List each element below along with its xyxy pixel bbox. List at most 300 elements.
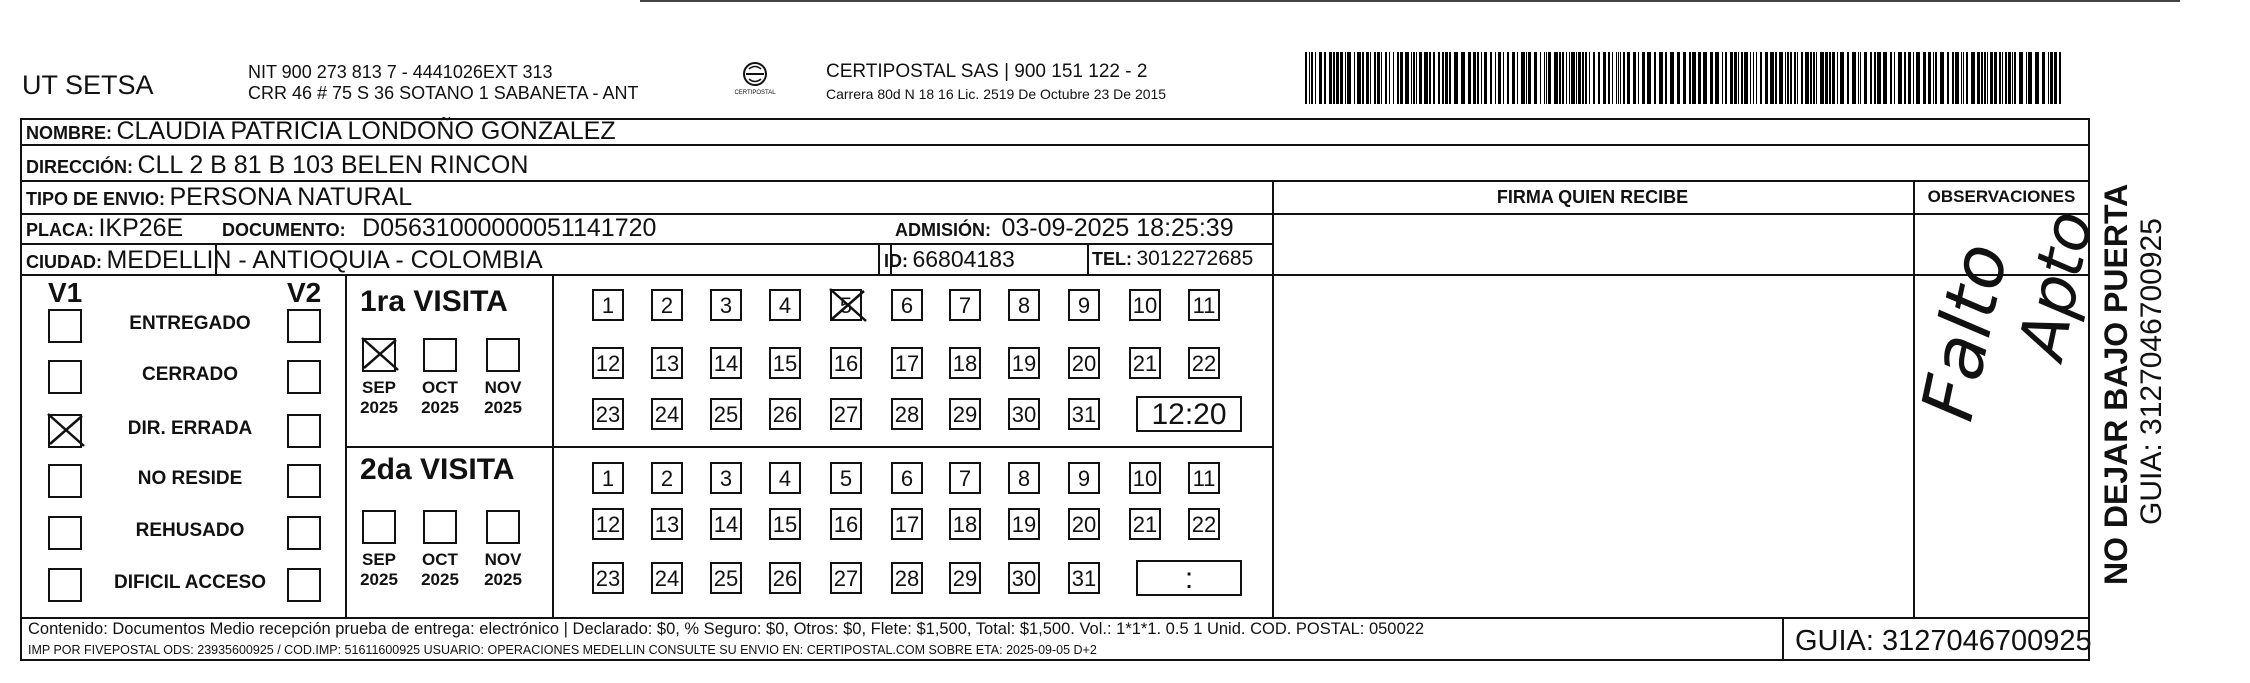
day-box[interactable]: 1 bbox=[592, 462, 624, 494]
barcode-bar bbox=[1703, 52, 1707, 104]
month-checkbox[interactable] bbox=[362, 338, 396, 372]
ciudad-label: CIUDAD: bbox=[26, 252, 102, 272]
month-caption bbox=[352, 378, 406, 418]
ciudad-value: MEDELLIN - ANTIOQUIA - COLOMBIA bbox=[106, 246, 543, 274]
barcode-bar bbox=[1540, 52, 1541, 104]
day-box[interactable]: 3 bbox=[710, 462, 742, 494]
nombre-row bbox=[26, 117, 616, 146]
barcode-bar bbox=[2042, 52, 2045, 104]
barcode-bar bbox=[1816, 52, 1817, 104]
v2-checkbox[interactable] bbox=[287, 464, 321, 498]
barcode-bar bbox=[1963, 52, 1964, 104]
day-box[interactable]: 4 bbox=[769, 289, 801, 321]
month-label: SEP bbox=[361, 378, 397, 397]
barcode-bar bbox=[1883, 52, 1887, 104]
status-label: NO RESIDE bbox=[137, 468, 243, 489]
barcode-bar bbox=[1890, 52, 1892, 104]
barcode-bar bbox=[1546, 52, 1547, 104]
day-box[interactable]: 2 bbox=[651, 462, 683, 494]
barcode-bar bbox=[1677, 52, 1680, 104]
day-box[interactable]: 6 bbox=[891, 289, 923, 321]
barcode-bar bbox=[1336, 52, 1339, 104]
v2-checkbox[interactable] bbox=[287, 414, 321, 448]
day-box[interactable]: 27 bbox=[830, 562, 862, 594]
day-box[interactable]: 4 bbox=[769, 462, 801, 494]
certipostal-line: CERTIPOSTAL SAS | 900 151 122 - 2 bbox=[826, 61, 1148, 82]
month-label: NOV bbox=[484, 550, 522, 569]
barcode-bar bbox=[1526, 52, 1527, 104]
barcode-bar bbox=[1990, 52, 1993, 104]
barcode-bar bbox=[1389, 52, 1390, 104]
day-box[interactable]: 19 bbox=[1008, 508, 1040, 540]
side-guia: GUIA: 3127046700925 bbox=[2135, 218, 2168, 525]
barcode-bar bbox=[2012, 52, 2013, 104]
id-cell bbox=[884, 246, 1015, 273]
barcode-bar bbox=[1424, 52, 1428, 104]
month-label: NOV bbox=[484, 378, 522, 397]
month-caption bbox=[352, 550, 406, 590]
barcode-bar bbox=[1730, 52, 1733, 104]
barcode-bar bbox=[1722, 52, 1723, 104]
day-box[interactable]: 5 bbox=[830, 462, 862, 494]
barcode-bar bbox=[1481, 52, 1482, 104]
barcode-bar bbox=[1633, 52, 1636, 104]
barcode-bar bbox=[1612, 52, 1613, 104]
day-box[interactable]: 14 bbox=[710, 347, 742, 379]
barcode-bar bbox=[1860, 52, 1861, 104]
barcode-bar bbox=[1715, 52, 1719, 104]
barcode-bar bbox=[2008, 52, 2011, 104]
barcode-bar bbox=[1468, 52, 1471, 104]
barcode-bar bbox=[2050, 52, 2053, 104]
barcode-bar bbox=[1357, 52, 1361, 104]
barcode-bar bbox=[1840, 52, 1844, 104]
month-label: OCT bbox=[422, 378, 458, 397]
day-box[interactable]: 15 bbox=[769, 508, 801, 540]
barcode-bar bbox=[1923, 52, 1926, 104]
time-box[interactable]: : bbox=[1136, 560, 1242, 596]
day-box[interactable]: 24 bbox=[651, 398, 683, 430]
footer-imp: IMP POR FIVEPOSTAL ODS: 23935600925 / COD.IMP: 51611600925 USUARIO: OPERACIONES MEDELLIN CONSULTE SU ENVIO EN: CERTIPOSTAL.COM SOBRE ETA: 2025-09-05 D+2 bbox=[28, 643, 1097, 657]
barcode-bar bbox=[1324, 52, 1326, 104]
firma-header: FIRMA QUIEN RECIBE bbox=[1496, 187, 1689, 207]
year-label: 2025 bbox=[360, 570, 398, 589]
barcode-bar bbox=[1692, 52, 1696, 104]
status-label: CERRADO bbox=[141, 364, 239, 385]
barcode-bar bbox=[1477, 52, 1479, 104]
barcode-bar bbox=[1582, 52, 1584, 104]
day-box[interactable]: 25 bbox=[710, 562, 742, 594]
certipostal-logo-icon bbox=[725, 58, 785, 103]
month-checkbox[interactable] bbox=[423, 338, 457, 372]
barcode-bar bbox=[1787, 52, 1789, 104]
day-box[interactable]: 21 bbox=[1129, 508, 1161, 540]
barcode-bar bbox=[1770, 52, 1774, 104]
barcode-bar bbox=[1490, 52, 1492, 104]
barcode-bar bbox=[1454, 52, 1458, 104]
day-box[interactable]: 17 bbox=[891, 508, 923, 540]
barcode-bar bbox=[1623, 52, 1625, 104]
barcode-bar bbox=[1904, 52, 1906, 104]
barcode-bar bbox=[1999, 52, 2001, 104]
admision-cell bbox=[895, 214, 1234, 243]
barcode-bar bbox=[1438, 52, 1440, 104]
barcode-bar bbox=[1940, 52, 1944, 104]
barcode-bar bbox=[1309, 52, 1310, 104]
barcode-bar bbox=[2054, 52, 2057, 104]
barcode-bar bbox=[1498, 52, 1501, 104]
barcode-bar bbox=[1698, 52, 1701, 104]
direccion-value: CLL 2 B 81 B 103 BELEN RINCON bbox=[137, 151, 529, 179]
day-box[interactable]: 6 bbox=[891, 462, 923, 494]
barcode-bar bbox=[1512, 52, 1515, 104]
status-label: REHUSADO bbox=[135, 520, 245, 541]
barcode-bar bbox=[1683, 52, 1686, 104]
day-box[interactable]: 21 bbox=[1129, 347, 1161, 379]
barcode-bar bbox=[2026, 52, 2027, 104]
id-value: 66804183 bbox=[912, 246, 1015, 272]
day-box[interactable]: 10 bbox=[1129, 462, 1161, 494]
day-box[interactable]: 26 bbox=[769, 398, 801, 430]
barcode-bar bbox=[1913, 52, 1914, 104]
barcode-bar bbox=[1734, 52, 1737, 104]
month-checkbox[interactable] bbox=[423, 510, 457, 544]
day-box[interactable]: 7 bbox=[949, 462, 981, 494]
day-box[interactable]: 17 bbox=[891, 347, 923, 379]
month-caption bbox=[413, 550, 467, 590]
barcode-bar bbox=[1916, 52, 1920, 104]
day-box[interactable]: 30 bbox=[1008, 562, 1040, 594]
barcode-bar bbox=[1966, 52, 1968, 104]
admision-label: ADMISIÓN: bbox=[895, 220, 991, 240]
barcode-bar bbox=[1598, 52, 1600, 104]
address-line: CRR 46 # 75 S 36 SOTANO 1 SABANETA - ANT bbox=[248, 83, 639, 103]
barcode-bar bbox=[1473, 52, 1476, 104]
barcode-bar bbox=[1366, 52, 1369, 104]
barcode-bar bbox=[1578, 52, 1581, 104]
day-box[interactable]: 22 bbox=[1188, 508, 1220, 540]
barcode-bar bbox=[1785, 52, 1786, 104]
barcode-bar bbox=[1381, 52, 1382, 104]
placa-value: IKP26E bbox=[98, 214, 184, 242]
day-box[interactable]: 25 bbox=[710, 398, 742, 430]
barcode-bar bbox=[1756, 52, 1757, 104]
day-box[interactable]: 10 bbox=[1129, 289, 1161, 321]
day-box[interactable]: 14 bbox=[710, 508, 742, 540]
day-box[interactable]: 8 bbox=[1008, 462, 1040, 494]
barcode-bar bbox=[1987, 52, 1988, 104]
barcode-bar bbox=[1825, 52, 1828, 104]
barcode-bar bbox=[1955, 52, 1959, 104]
barcode-bar bbox=[1952, 52, 1954, 104]
barcode-bar bbox=[1503, 52, 1504, 104]
barcode-bar bbox=[1329, 52, 1332, 104]
documento-value: D05631000000051141720 bbox=[362, 214, 657, 242]
day-number: 5 bbox=[839, 293, 853, 318]
barcode-bar bbox=[1517, 52, 1518, 104]
barcode-bar bbox=[2059, 52, 2061, 104]
year-label: 2025 bbox=[360, 398, 398, 417]
barcode-bar bbox=[1593, 52, 1595, 104]
footer-contenido: Contenido: Documentos Medio recepción prueba de entrega: electrónico | Declarado: $0, % Seguro: $0, Otros: $0, Flete: $1,500, Total: $1,500. Vol.: 1*1*1. 0.5 1 Unid. COD. POSTAL: 050022 bbox=[28, 620, 1425, 638]
placa-label: PLACA: bbox=[26, 220, 94, 240]
barcode-bar bbox=[1413, 52, 1415, 104]
check-mark-icon bbox=[44, 410, 90, 450]
barcode-bar bbox=[1760, 52, 1762, 104]
license-line: Carrera 80d N 18 16 Lic. 2519 De Octubre 23 De 2015 bbox=[826, 86, 1167, 102]
barcode-bar bbox=[1559, 52, 1561, 104]
barcode-bar bbox=[1794, 52, 1796, 104]
signature-area[interactable] bbox=[1274, 215, 1911, 615]
barcode-bar bbox=[1589, 52, 1590, 104]
barcode-bar bbox=[1829, 52, 1831, 104]
barcode-bar bbox=[2048, 52, 2049, 104]
status-label: ENTREGADO bbox=[129, 313, 251, 334]
day-box[interactable]: 18 bbox=[949, 508, 981, 540]
barcode-bar bbox=[1618, 52, 1619, 104]
barcode-bar bbox=[1779, 52, 1783, 104]
side-warning: NO DEJAR BAJO PUERTA bbox=[2098, 183, 2134, 585]
barcode-bar bbox=[1554, 52, 1558, 104]
barcode-bar bbox=[1311, 52, 1313, 104]
barcode-bar bbox=[1544, 52, 1545, 104]
barcode-bar bbox=[1765, 52, 1768, 104]
barcode-bar bbox=[1616, 52, 1617, 104]
v1-checkbox[interactable] bbox=[48, 568, 82, 602]
barcode-bar bbox=[1433, 52, 1435, 104]
day-box[interactable]: 8 bbox=[1008, 289, 1040, 321]
barcode-bar bbox=[1642, 52, 1645, 104]
day-box[interactable]: 28 bbox=[891, 398, 923, 430]
day-box[interactable]: 11 bbox=[1188, 462, 1220, 494]
barcode-bar bbox=[1847, 52, 1849, 104]
day-box[interactable]: 19 bbox=[1008, 347, 1040, 379]
check-mark-icon bbox=[358, 334, 404, 374]
barcode-bar bbox=[1442, 52, 1444, 104]
barcode-bar bbox=[2019, 52, 2023, 104]
month-checkbox[interactable] bbox=[362, 510, 396, 544]
barcode-bar bbox=[1411, 52, 1412, 104]
day-box[interactable]: 16 bbox=[830, 347, 862, 379]
visita1-title: 1ra VISITA bbox=[360, 285, 508, 318]
day-box[interactable]: 29 bbox=[949, 398, 981, 430]
ciudad-cell bbox=[26, 246, 543, 275]
year-label: 2025 bbox=[421, 570, 459, 589]
month-caption bbox=[413, 378, 467, 418]
barcode-bar bbox=[1689, 52, 1691, 104]
v2-checkbox[interactable] bbox=[287, 568, 321, 602]
barcode-bar bbox=[1984, 52, 1986, 104]
v2-checkbox[interactable] bbox=[287, 360, 321, 394]
nombre-value: CLAUDIA PATRICIA LONDOÑO GONZALEZ bbox=[116, 117, 616, 145]
observaciones-header: OBSERVACIONES bbox=[1927, 187, 2076, 206]
barcode-bar bbox=[1566, 52, 1567, 104]
v1-checkbox[interactable] bbox=[48, 309, 82, 343]
barcode-bar bbox=[1654, 52, 1656, 104]
barcode-bar bbox=[1445, 52, 1448, 104]
day-box[interactable]: 23 bbox=[592, 398, 624, 430]
day-box[interactable]: 16 bbox=[830, 508, 862, 540]
observation-handwriting-1: Falto bbox=[1905, 236, 2025, 428]
tel-label: TEL: bbox=[1092, 249, 1132, 269]
barcode-bar bbox=[1870, 52, 1872, 104]
v1-checkbox[interactable] bbox=[48, 414, 82, 448]
barcode-bar bbox=[1738, 52, 1739, 104]
barcode-bar bbox=[1319, 52, 1322, 104]
barcode-bar bbox=[1852, 52, 1856, 104]
direccion-label: DIRECCIÓN: bbox=[26, 157, 133, 177]
barcode-bar bbox=[1585, 52, 1587, 104]
day-box[interactable]: 18 bbox=[949, 347, 981, 379]
barcode-bar bbox=[1449, 52, 1451, 104]
barcode-bar bbox=[1548, 52, 1551, 104]
barcode-bar bbox=[1400, 52, 1403, 104]
day-box[interactable]: 3 bbox=[710, 289, 742, 321]
day-box[interactable]: 28 bbox=[891, 562, 923, 594]
time-box[interactable]: 12:20 bbox=[1136, 396, 1242, 432]
day-box[interactable]: 2 bbox=[651, 289, 683, 321]
day-box[interactable]: 22 bbox=[1188, 347, 1220, 379]
tipo-label: TIPO DE ENVIO: bbox=[26, 189, 166, 209]
barcode-bar bbox=[1877, 52, 1881, 104]
barcode-bar bbox=[1377, 52, 1380, 104]
documento-cell bbox=[222, 214, 656, 243]
day-box[interactable]: 9 bbox=[1068, 289, 1100, 321]
barcode-bar bbox=[1354, 52, 1355, 104]
month-checkbox[interactable] bbox=[486, 338, 520, 372]
observation-handwriting-2: Apto bbox=[2005, 204, 2109, 366]
barcode bbox=[1305, 52, 2065, 104]
barcode-bar bbox=[1820, 52, 1824, 104]
day-box[interactable] bbox=[830, 289, 862, 321]
barcode-bar bbox=[1419, 52, 1422, 104]
day-box[interactable]: 24 bbox=[651, 562, 683, 594]
barcode-bar bbox=[1994, 52, 1997, 104]
barcode-bar bbox=[1665, 52, 1667, 104]
barcode-bar bbox=[1340, 52, 1343, 104]
tel-value: 3012272685 bbox=[1136, 247, 1254, 270]
barcode-bar bbox=[1858, 52, 1859, 104]
barcode-bar bbox=[1832, 52, 1835, 104]
day-box[interactable]: 31 bbox=[1068, 562, 1100, 594]
barcode-bar bbox=[1521, 52, 1525, 104]
day-box[interactable]: 20 bbox=[1068, 347, 1100, 379]
barcode-bar bbox=[1813, 52, 1815, 104]
barcode-bar bbox=[2002, 52, 2003, 104]
v2-checkbox[interactable] bbox=[287, 516, 321, 550]
barcode-bar bbox=[1461, 52, 1465, 104]
day-box[interactable]: 12 bbox=[592, 347, 624, 379]
barcode-bar bbox=[1370, 52, 1371, 104]
top-edge-line bbox=[640, 0, 2180, 2]
direccion-row bbox=[26, 151, 528, 180]
barcode-bar bbox=[1935, 52, 1937, 104]
barcode-bar bbox=[1725, 52, 1727, 104]
barcode-bar bbox=[1810, 52, 1812, 104]
barcode-bar bbox=[1837, 52, 1838, 104]
barcode-bar bbox=[1315, 52, 1316, 104]
day-box[interactable]: 9 bbox=[1068, 462, 1100, 494]
barcode-bar bbox=[1495, 52, 1496, 104]
v1-header: V1 bbox=[48, 277, 83, 308]
day-box[interactable]: 29 bbox=[949, 562, 981, 594]
day-box[interactable]: 15 bbox=[769, 347, 801, 379]
barcode-bar bbox=[1894, 52, 1895, 104]
barcode-bar bbox=[1750, 52, 1751, 104]
month-caption bbox=[476, 378, 530, 418]
barcode-bar bbox=[1305, 52, 1307, 104]
day-box[interactable]: 1 bbox=[592, 289, 624, 321]
day-box[interactable]: 27 bbox=[830, 398, 862, 430]
nit-line: NIT 900 273 813 7 - 4441026EXT 313 bbox=[248, 62, 553, 82]
barcode-bar bbox=[1620, 52, 1621, 104]
day-box[interactable]: 11 bbox=[1188, 289, 1220, 321]
day-box[interactable]: 26 bbox=[769, 562, 801, 594]
tel-cell bbox=[1092, 247, 1253, 271]
tipo-value: PERSONA NATURAL bbox=[169, 183, 413, 211]
barcode-bar bbox=[1562, 52, 1564, 104]
barcode-bar bbox=[1864, 52, 1867, 104]
v2-checkbox[interactable] bbox=[287, 309, 321, 343]
year-label: 2025 bbox=[484, 570, 522, 589]
barcode-bar bbox=[1397, 52, 1399, 104]
v1-checkbox[interactable] bbox=[48, 516, 82, 550]
barcode-bar bbox=[1947, 52, 1949, 104]
day-box[interactable]: 20 bbox=[1068, 508, 1100, 540]
status-label: DIR. ERRADA bbox=[127, 418, 253, 439]
barcode-bar bbox=[1534, 52, 1537, 104]
barcode-bar bbox=[1741, 52, 1743, 104]
barcode-bar bbox=[1933, 52, 1934, 104]
day-box[interactable]: 23 bbox=[592, 562, 624, 594]
barcode-bar bbox=[2014, 52, 2016, 104]
tipo-row bbox=[26, 183, 412, 212]
barcode-bar bbox=[1507, 52, 1509, 104]
v2-header: V2 bbox=[287, 277, 322, 308]
day-box[interactable]: 13 bbox=[651, 508, 683, 540]
day-box[interactable]: 31 bbox=[1068, 398, 1100, 430]
barcode-bar bbox=[1753, 52, 1754, 104]
barcode-bar bbox=[1928, 52, 1931, 104]
visita2-title: 2da VISITA bbox=[360, 453, 515, 486]
day-box[interactable]: 12 bbox=[592, 508, 624, 540]
barcode-bar bbox=[1603, 52, 1606, 104]
barcode-bar bbox=[1347, 52, 1351, 104]
barcode-bar bbox=[1333, 52, 1335, 104]
barcode-bar bbox=[1775, 52, 1777, 104]
barcode-bar bbox=[1484, 52, 1487, 104]
barcode-bar bbox=[1977, 52, 1980, 104]
barcode-bar bbox=[1874, 52, 1876, 104]
barcode-bar bbox=[1638, 52, 1639, 104]
footer-guia: GUIA: 3127046700925 bbox=[1795, 625, 2092, 657]
id-label: ID: bbox=[884, 251, 908, 271]
v1-checkbox[interactable] bbox=[48, 464, 82, 498]
day-box[interactable]: 30 bbox=[1008, 398, 1040, 430]
day-box[interactable]: 13 bbox=[651, 347, 683, 379]
barcode-bar bbox=[1429, 52, 1431, 104]
month-checkbox[interactable] bbox=[486, 510, 520, 544]
barcode-bar bbox=[1528, 52, 1531, 104]
barcode-bar bbox=[1571, 52, 1575, 104]
barcode-bar bbox=[1801, 52, 1803, 104]
logo-caption: CERTIPOSTAL bbox=[734, 90, 776, 96]
company-name: UT SETSA bbox=[22, 70, 154, 100]
month-label: OCT bbox=[422, 550, 458, 569]
day-box[interactable]: 7 bbox=[949, 289, 981, 321]
v1-checkbox[interactable] bbox=[48, 360, 82, 394]
barcode-bar bbox=[2005, 52, 2007, 104]
